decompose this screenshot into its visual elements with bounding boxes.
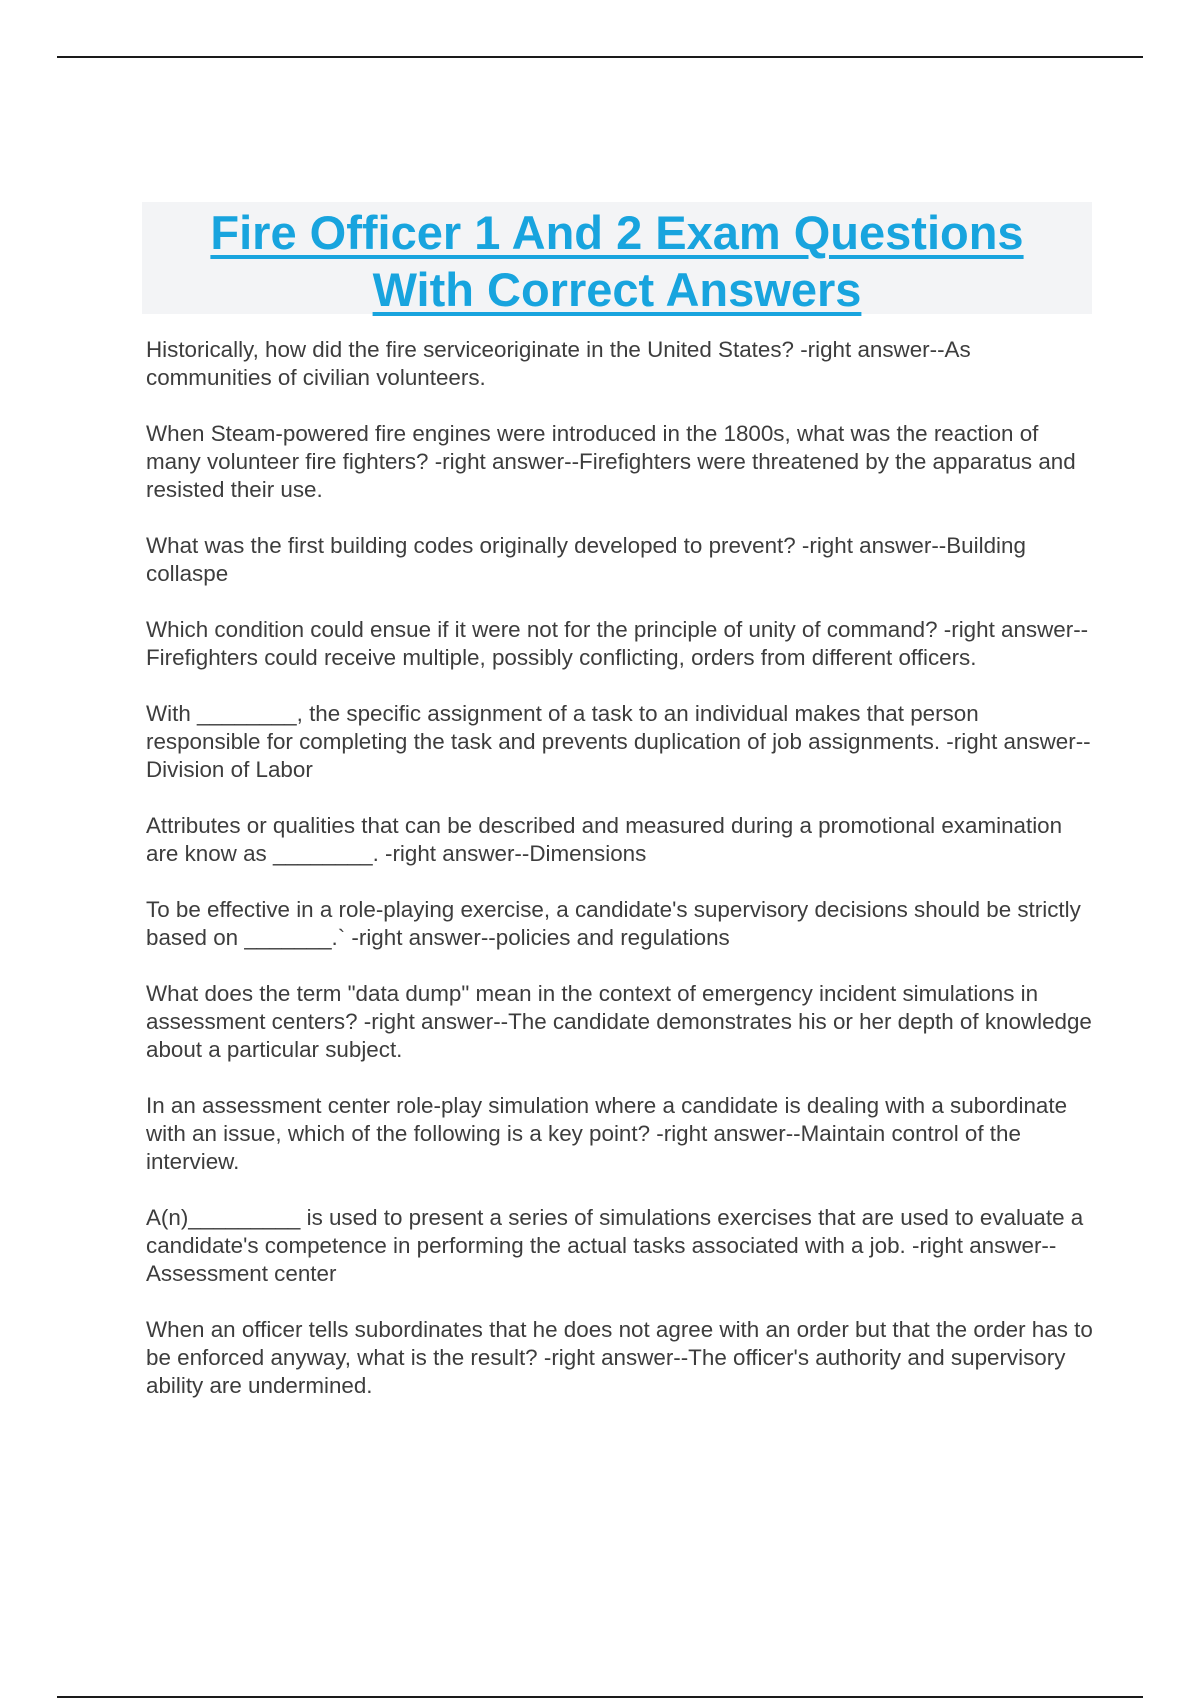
- bottom-rule: [57, 1696, 1143, 1698]
- page-title-line-2: With Correct Answers: [372, 263, 862, 316]
- question-answer-5: With ________, the specific assignment of a task to an individual makes that person responsible for completing the task and prevents duplication of job assignments. -right answer--Division of Labor: [146, 701, 1091, 782]
- question-answer-3: What was the first building codes originally developed to prevent? -right answer--Building collaspe: [146, 533, 1026, 586]
- page-title-line-1: Fire Officer 1 And 2 Exam Questions: [210, 206, 1024, 259]
- question-answer-11: When an officer tells subordinates that he does not agree with an order but that the order has to be enforced anyway, what is the result? -right answer--The officer's authority and supervisory ability are undermined.: [146, 1317, 1093, 1398]
- question-answer-10: A(n)_________ is used to present a series of simulations exercises that are used to evaluate a candidate's competence in performing the actual tasks associated with a job. -right answer--Assessment center: [146, 1205, 1084, 1286]
- question-answer-4: Which condition could ensue if it were not for the principle of unity of command? -right answer--Firefighters could receive multiple, possibly conflicting, orders from different officers.: [146, 617, 1089, 670]
- top-rule: [57, 56, 1143, 58]
- question-answer-1: Historically, how did the fire serviceoriginate in the United States? -right answer--As communities of civilian volunteers.: [146, 337, 971, 390]
- question-answer-6: Attributes or qualities that can be described and measured during a promotional examination are know as ________. -right answer--Dimensions: [146, 813, 1063, 866]
- question-answer-2: When Steam-powered fire engines were introduced in the 1800s, what was the reaction of many volunteer fire fighters? -right answer--Firefighters were threatened by the apparatus and resisted their use.: [146, 421, 1076, 502]
- question-answer-7: To be effective in a role-playing exercise, a candidate's supervisory decisions should be strictly based on _______.` -right answer--policies and regulations: [146, 897, 1081, 950]
- question-list: [146, 336, 1094, 1428]
- question-answer-8: What does the term "data dump" mean in the context of emergency incident simulations in assessment centers? -right answer--The candidate demonstrates his or her depth of knowledge about a particular subject.: [146, 981, 1092, 1062]
- title-banner: [142, 202, 1092, 314]
- question-answer-9: In an assessment center role-play simulation where a candidate is dealing with a subordinate with an issue, which of the following is a key point? -right answer--Maintain control of the interview.: [146, 1093, 1068, 1174]
